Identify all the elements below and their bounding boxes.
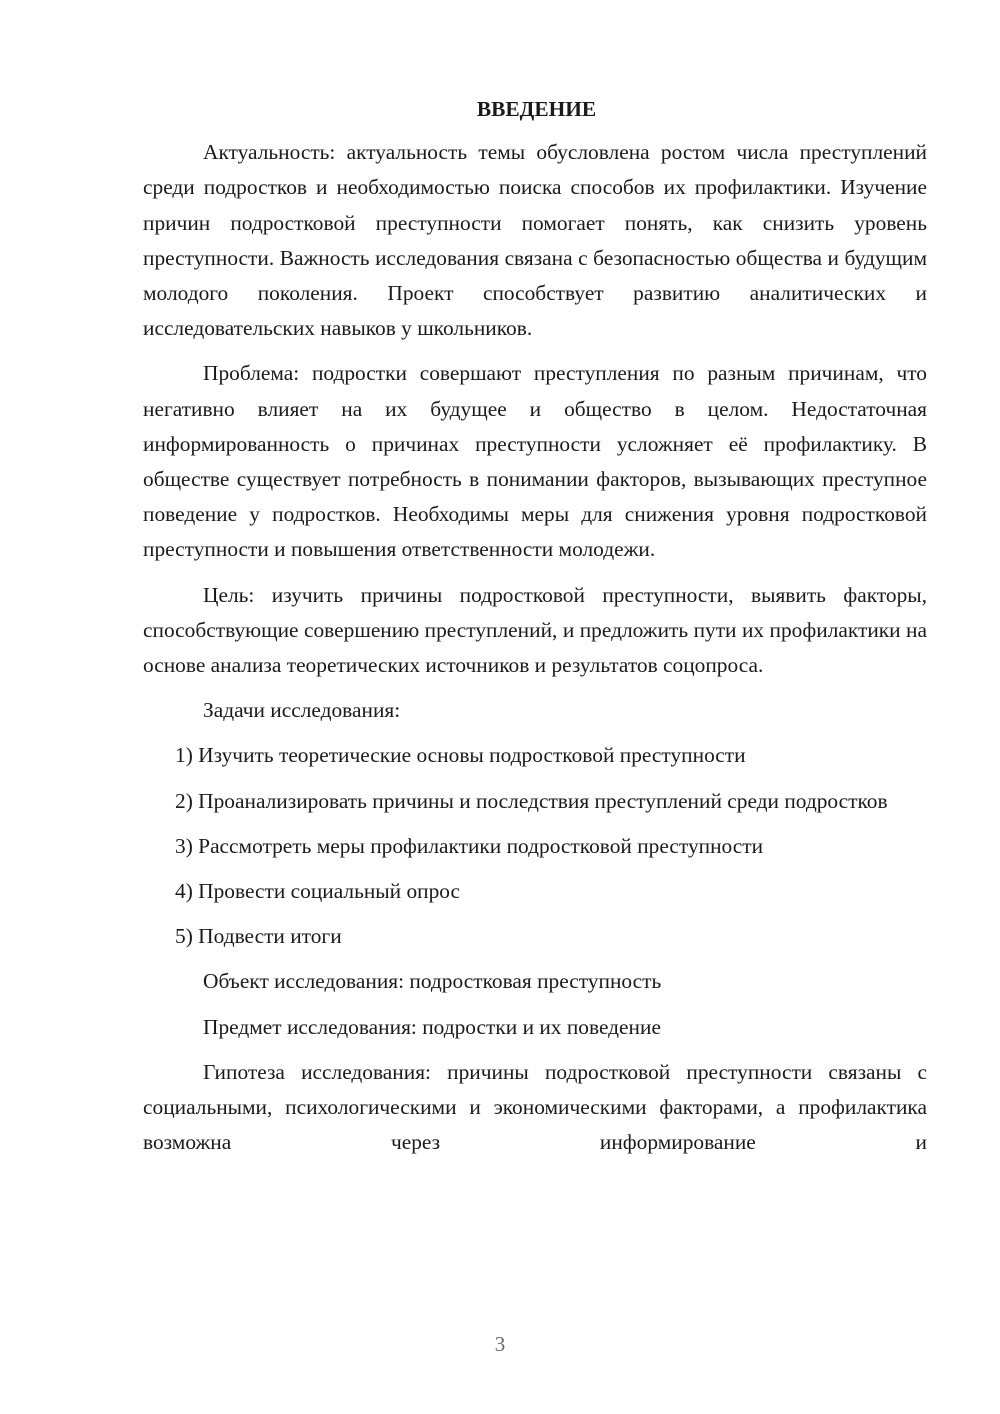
problem-paragraph: Проблема: подростки совершают преступления по разным причинам, что негативно влияет на их будущее и общество в целом. Недостаточная информированность о причинах преступности усложняет её профилактику. В обществе существует потребность в понимании факторов, вызывающих преступное поведение у подростков. Необходимы меры для снижения уровня подростковой преступности и повышения ответственности молодежи.	[143, 361, 927, 562]
research-object: Объект исследования: подростковая преступность	[203, 969, 662, 994]
page-content	[143, 92, 927, 1170]
relevance-paragraph: Актуальность: актуальность темы обусловлена ростом числа преступлений среди подростков и необходимостью поиска способов их профилактики. Изучение причин подростковой преступности помогает понять, как снизить уровень преступности. Важность исследования связана с безопасностью общества и будущим молодого поколения. Проект способствует развитию аналитических и исследовательских навыков у школьников.	[143, 140, 927, 341]
research-subject: Предмет исследования: подростки и их поведение	[203, 1014, 661, 1039]
goal-paragraph: Цель: изучить причины подростковой преступности, выявить факторы, способствующие совершению преступлений, и предложить пути их профилактики на основе анализа теоретических источников и результатов соцопроса.	[143, 582, 927, 678]
page-number: 3	[494, 1332, 506, 1356]
hypothesis-paragraph: Гипотеза исследования: причины подростковой преступности связаны с социальными, психологическими и экономическими факторами, а профилактика возможна через информирование и	[143, 1059, 927, 1155]
task-item-5: 5) Подвести итоги	[175, 924, 342, 949]
task-item-2: 2) Проанализировать причины и последствия преступлений среди подростков	[175, 788, 888, 813]
tasks-heading: Задачи исследования:	[203, 698, 401, 723]
section-title: ВВЕДЕНИЕ	[476, 97, 597, 121]
task-item-3: 3) Рассмотреть меры профилактики подростковой преступности	[175, 833, 764, 858]
task-item-4: 4) Провести социальный опрос	[175, 879, 461, 904]
task-item-1: 1) Изучить теоретические основы подростковой преступности	[175, 743, 746, 768]
